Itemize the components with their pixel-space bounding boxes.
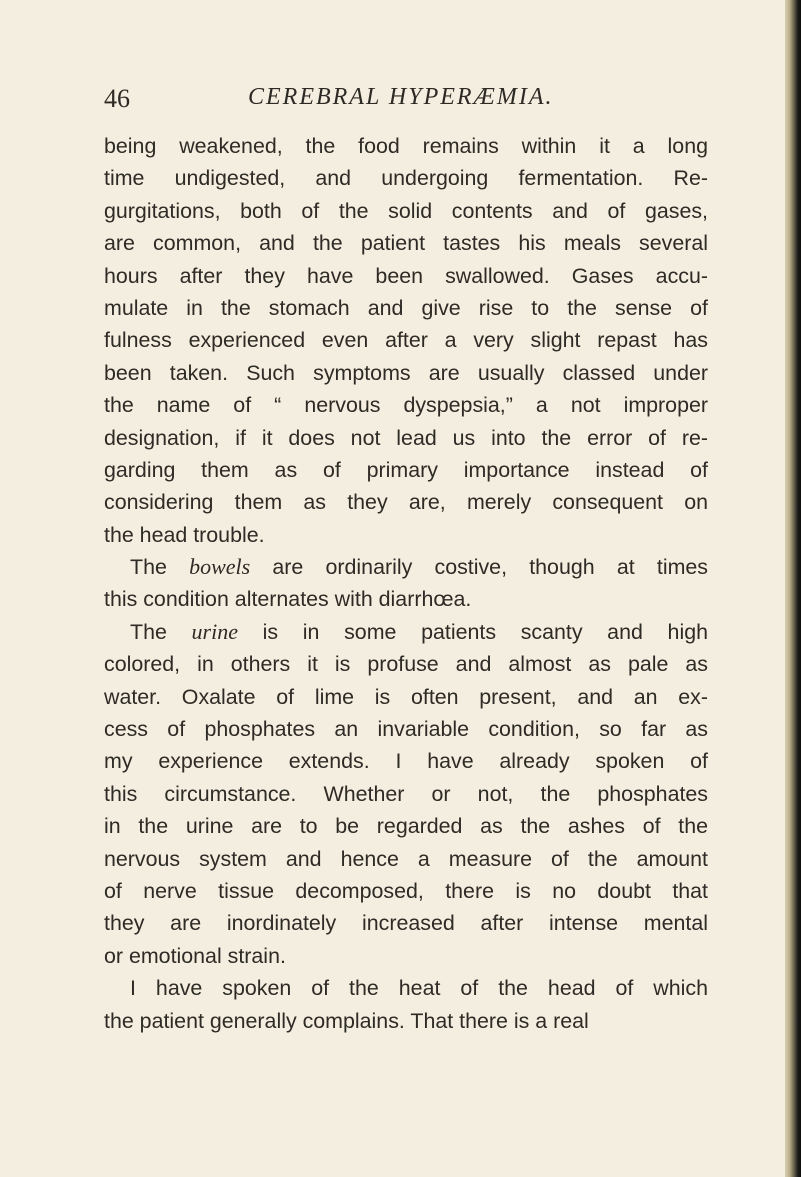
text-line: time undigested, and undergoing fermentation. Re-	[104, 166, 708, 191]
text-line: hours after they have been swallowed. Gases accu-	[104, 263, 708, 288]
page-number: 46	[104, 84, 130, 113]
page-edge-shadow	[785, 0, 801, 1177]
text-line: fulness experienced even after a very slight repast has	[104, 328, 708, 353]
text-line: mulate in the stomach and give rise to the sense of	[104, 295, 708, 320]
text-line: colored, in others it is profuse and almost as pale as	[104, 652, 708, 677]
text-line: considering them as they are, merely consequent on	[104, 490, 708, 515]
text-line: they are inordinately increased after intense mental	[104, 911, 708, 936]
text-fragment: The	[130, 555, 190, 580]
running-title: CEREBRAL HYPERÆMIA.	[248, 84, 554, 110]
text-line: in the urine are to be regarded as the ashes of the	[104, 814, 708, 839]
running-head	[104, 84, 744, 124]
text-line	[104, 551, 708, 583]
text-line: this circumstance. Whether or not, the phosphates	[104, 781, 708, 806]
text-line	[104, 616, 708, 648]
text-fragment: is in some patients scanty and high	[238, 619, 708, 644]
text-line: the patient generally complains. That there is a real	[104, 1008, 589, 1033]
text-line: designation, if it does not lead us into the error of re-	[104, 425, 708, 450]
text-fragment: The	[130, 619, 192, 644]
text-line: or emotional strain.	[104, 943, 286, 968]
text-line: cess of phosphates an invariable condition, so far as	[104, 717, 708, 742]
text-fragment: are ordinarily costive, though at times	[250, 555, 708, 580]
text-line: the head trouble.	[104, 522, 265, 547]
text-line: this condition alternates with diarrhœa.	[104, 587, 472, 612]
text-line: being weakened, the food remains within it a long	[104, 134, 708, 158]
italic-term-bowels: bowels	[189, 554, 251, 580]
text-line: been taken. Such symptoms are usually classed under	[104, 360, 708, 385]
italic-term-urine: urine	[191, 618, 238, 644]
text-line: the name of “ nervous dyspepsia,” a not improper	[104, 393, 708, 418]
text-line: water. Oxalate of lime is often present, and an ex-	[104, 684, 708, 709]
text-line: nervous system and hence a measure of the amount	[104, 846, 708, 871]
text-line: of nerve tissue decomposed, there is no doubt that	[104, 878, 708, 903]
text-line: I have spoken of the heat of the head of which	[130, 976, 708, 1001]
text-line: gurgitations, both of the solid contents and of gases,	[104, 198, 708, 223]
text-line: my experience extends. I have already spoken of	[104, 749, 708, 774]
text-line: are common, and the patient tastes his meals several	[104, 231, 708, 256]
text-line: garding them as of primary importance instead of	[104, 457, 708, 482]
body-text	[104, 130, 708, 1037]
